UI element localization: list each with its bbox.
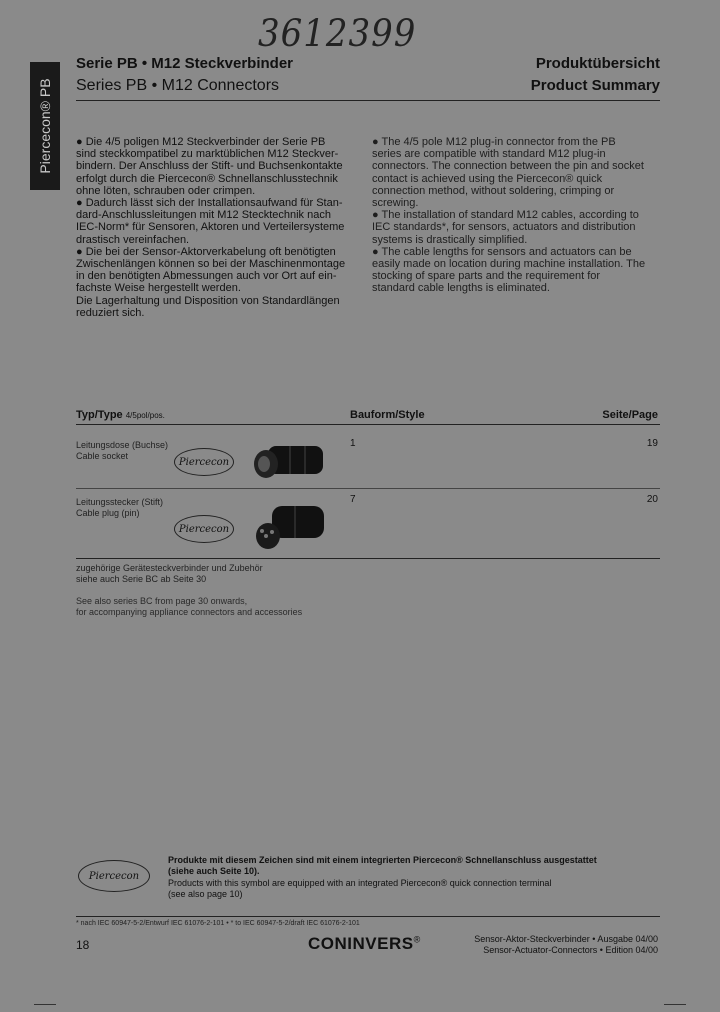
row-page: 19 [646,438,658,449]
footnote: * nach IEC 60947-5-2/Entwurf IEC 61076-2-101 • * to IEC 60947-5-2/draft IEC 61076-2-101 [76,920,360,927]
table-header-style: Bauform/Style [350,409,425,421]
row-style: 1 [350,438,356,449]
header-rule [76,100,660,101]
row-name-en: Cable socket [76,451,129,461]
table-row [76,440,168,462]
col-type-label: Typ/Type [76,409,123,421]
piercecon-logo: Piercecon [174,515,234,543]
accessory-note-de: zugehörige Gerätesteckverbinder und Zubehör siehe auch Serie BC ab Seite 30 [76,563,263,584]
footnote-rule [76,916,660,917]
sidebar-label-box [30,62,60,190]
page-title-en: Series PB • M12 Connectors [76,77,280,94]
edition-info [474,934,658,956]
table-row [76,497,163,519]
row-name-de: Leitungsdose (Buchse) [76,440,169,450]
crop-mark-left [34,1004,56,1005]
row-name-en: Cable plug (pin) [76,508,140,518]
cable-plug-image [250,498,330,554]
page-number: 18 [76,938,90,952]
symbol-note-de: Produkte mit diesem Zeichen sind mit einem integrierten Piercecon® Schnellanschluss ausgestattet (siehe auch Seite 10). [168,855,597,876]
symbol-note-en: Products with this symbol are equipped with an integrated Piercecon® quick connection terminal (see also page 10) [168,878,552,899]
summary-heading-de: Produktübersicht [535,55,660,72]
accessory-note-en: See also series BC from page 30 onwards, for accompanying appliance connectors and accessories [76,596,303,617]
row-style: 7 [350,494,356,505]
row-name-de: Leitungsstecker (Stift) [76,497,164,507]
table-header-rule [76,424,660,425]
table-bottom-rule [76,558,660,559]
table-header-page: Seite/Page [602,409,658,421]
handwritten-number: 3612399 [258,12,417,56]
row-page: 20 [646,494,658,505]
edition-en: Sensor-Actuator-Connectors • Edition 04/00 [483,945,658,955]
piercecon-symbol-logo: Piercecon [78,860,150,892]
edition-de: Sensor-Aktor-Steckverbinder • Ausgabe 04/00 [474,934,658,944]
table-header-type [76,409,165,421]
brand-name: CONINVERS [308,934,414,953]
page-title-de: Serie PB • M12 Steckverbinder [76,55,294,72]
brand-logo: CONINVERS® [308,934,421,953]
intro-text-en: ● The 4/5 pole M12 plug-in connector from the PB series are compatible with standard M12 plug-in connectors. The connection between the pin and socket contact is achieved using the Piercecon® quick connection method, without soldering, crimping or screwing. ● The installation of standard M12 cables, according to IEC standards*, for sensors, actuators and distribution systems is drastically simplified. ● The cable lengths for sensors and actuators can be easily made on location during machine installation. The stocking of spare parts and the requirement for standard cable lengths is eliminated. [372,136,646,295]
intro-text-de: ● Die 4/5 poligen M12 Steckverbinder der Serie PB sind steckkompatibel zu marktüblichen M12 Steckver- bindern. Der Anschluss der Stift- und Buchsenkontakte erfolgt durch die Piercecon® Schnellanschlusstechnik ohne löten, schrauben oder crimpen. ● Dadurch lässt sich der Installationsaufwand für Stan- dard-Anschlussleitungen mit M12 Stecktechnik nach IEC-Norm* für Sensoren, Aktoren und Verteilersysteme drastisch vereinfachen. ● Die bei der Sensor-Aktorverkabelung oft benötigten Zwischenlängen können so bei der Maschinenmontage in den benötigten Abmessungen auch vor Ort auf ein- fachste Weise hergestellt werden. Die Lagerhaltung und Disposition von Standardlängen reduziert sich. [76,136,346,319]
crop-mark-right [664,1004,686,1005]
summary-heading-en: Product Summary [530,77,660,94]
row-divider [76,488,660,489]
col-type-note: 4/5pol/pos. [125,411,165,420]
sidebar-label: Piercecon® PB [37,78,53,174]
cable-socket-image [250,436,330,486]
piercecon-logo: Piercecon [174,448,234,476]
